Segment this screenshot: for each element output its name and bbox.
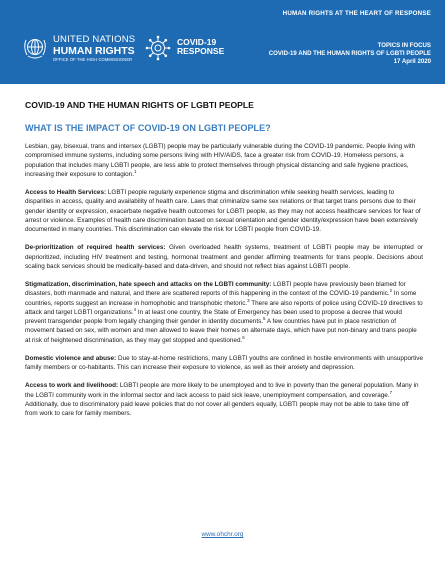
- un-name: UNITED NATIONS: [53, 34, 136, 45]
- topics-in-focus-label: TOPICS IN FOCUS: [377, 42, 431, 49]
- stigmatization-paragraph: [25, 280, 423, 345]
- paragraph-label: Access to work and livelihood:: [25, 382, 119, 390]
- paragraph-label: De-prioritization of required health services:: [25, 244, 166, 252]
- paragraph-text: In at least one country, the State of Emergency has been used to propose a decree that would prevent transgender people from legally changing their gender in identity documents.: [25, 308, 402, 325]
- intro-paragraph: [25, 142, 423, 179]
- footnote-ref[interactable]: 7: [389, 389, 393, 395]
- domestic-violence-paragraph: [25, 354, 423, 373]
- footnote-ref[interactable]: 4: [133, 306, 137, 312]
- paragraph-text: Given overloaded health systems, treatment of LGBTI people may be interrupted or deprioritized, including HIV treatment and testing, hormonal treatment and gender affirming treatments for trans people. Decisions about scaling back services should be medically-based and data-driven, and should not reflect bias against LGBTI people.: [25, 244, 424, 270]
- document-body: [25, 95, 423, 418]
- un-office-name: HUMAN RIGHTS: [53, 44, 135, 57]
- paragraph-label: Stigmatization, discrimination, hate speech and attacks on the LGBTI community:: [25, 281, 272, 288]
- topic-info: [269, 42, 431, 67]
- website-link[interactable]: www.ohchr.org: [201, 531, 244, 538]
- paragraph-text: LGBTI people have previously been blamed for disasters, both manmade and natural, and there are scattered reports of this happening in the context of the COVID-19 pandemic.: [25, 281, 406, 298]
- paragraph-text: A few countries have put in place restriction of movement based on sex, with women and men allowed to leave their homes on alternate days, which have put non-binary and trans people at risk of heightened discrimination, as they may get stopped and questioned.: [25, 318, 417, 344]
- intro-text: Lesbian, gay, bisexual, trans and intersex (LGBTI) people may be particularly vulnerable during the COVID-19 pandemic. People living with compromised immune systems, including some persons living with HIV/AIDS, face a greater risk from COVID-19. Homeless persons, a population that includes many LGBTI people, are less able to protect themselves through physical distancing and safe hygiene practices, increasing their exposure to contagion.: [25, 143, 416, 178]
- covid-response-logo-text: [177, 38, 224, 56]
- paragraph-text: In some countries, reports suggest an increase in homophobic and transphobic rhetoric.: [25, 290, 417, 307]
- paragraph-text: Additionally, due to discriminatory paid leave policies that do not cover all genders equally, LGBTI people may not be able to take time off from work to care for family members.: [25, 400, 409, 417]
- footnote-ref[interactable]: 2: [389, 288, 393, 294]
- paragraph-text: Due to stay-at-home restrictions, many LGBTI youths are confined in hostile environments with unsupportive family members or co-habitants. This can increase their exposure to violence, as well as their anxiety and depression.: [25, 354, 423, 371]
- header-tagline: HUMAN RIGHTS AT THE HEART OF RESPONSE: [282, 10, 431, 17]
- paragraph-text: There are also reports of police using COVID-19 directives to attack and target LGBTI organizations.: [25, 299, 423, 316]
- page-header: [0, 0, 445, 84]
- health-services-paragraph: [25, 188, 423, 234]
- un-human-rights-logo-text: [53, 35, 135, 62]
- response-label: RESPONSE: [177, 45, 225, 56]
- section-heading: WHAT IS THE IMPACT OF COVID-19 ON LGBTI PEOPLE?: [25, 123, 271, 133]
- footnote-ref[interactable]: 6: [242, 334, 245, 340]
- footnote-ref[interactable]: 1: [133, 168, 137, 174]
- document-title: COVID-19 AND THE HUMAN RIGHTS OF LGBTI PEOPLE: [25, 100, 254, 110]
- publication-date: 17 April 2020: [393, 58, 431, 66]
- deprioritization-paragraph: [25, 243, 423, 271]
- footnote-ref[interactable]: 3: [247, 297, 250, 303]
- paragraph-text: LGBTI people regularly experience stigma and discrimination while seeking health services, leading to disparities in access, quality and availability of health care. Laws that criminalize same sex relations or that target trans persons due to their gender identity or expression, exacerbate negative health outcomes for LGBTI people, as they may not access healthcare services for fear of arrest or violence. Examples of health care discrimination based on sexual orientation and gender identity/expression have been extensively documented in many countries. This discrimination can elevate the risk for LGBTI people from COVID-19.: [25, 189, 421, 233]
- work-livelihood-paragraph: [25, 381, 423, 418]
- paragraph-label: Access to Health Services:: [25, 189, 107, 196]
- paragraph-label: Domestic violence and abuse:: [25, 354, 117, 362]
- un-emblem-icon: [22, 34, 48, 60]
- footnote-ref[interactable]: 5: [263, 315, 266, 321]
- paragraph-text: LGBTI people are more likely to be unemployed and to live in poverty than the general population. Many in the LGBTI community work in the informal sector and lack access to paid sick leave, unemployment compensation, and coverage.: [25, 382, 419, 399]
- topic-title: COVID-19 AND THE HUMAN RIGHTS OF LGBTI PEOPLE: [268, 50, 431, 58]
- covid-response-icon: [144, 34, 172, 62]
- un-office-subtitle: OFFICE OF THE HIGH COMMISSIONER: [53, 57, 133, 62]
- covid-label: COVID-19: [177, 37, 217, 47]
